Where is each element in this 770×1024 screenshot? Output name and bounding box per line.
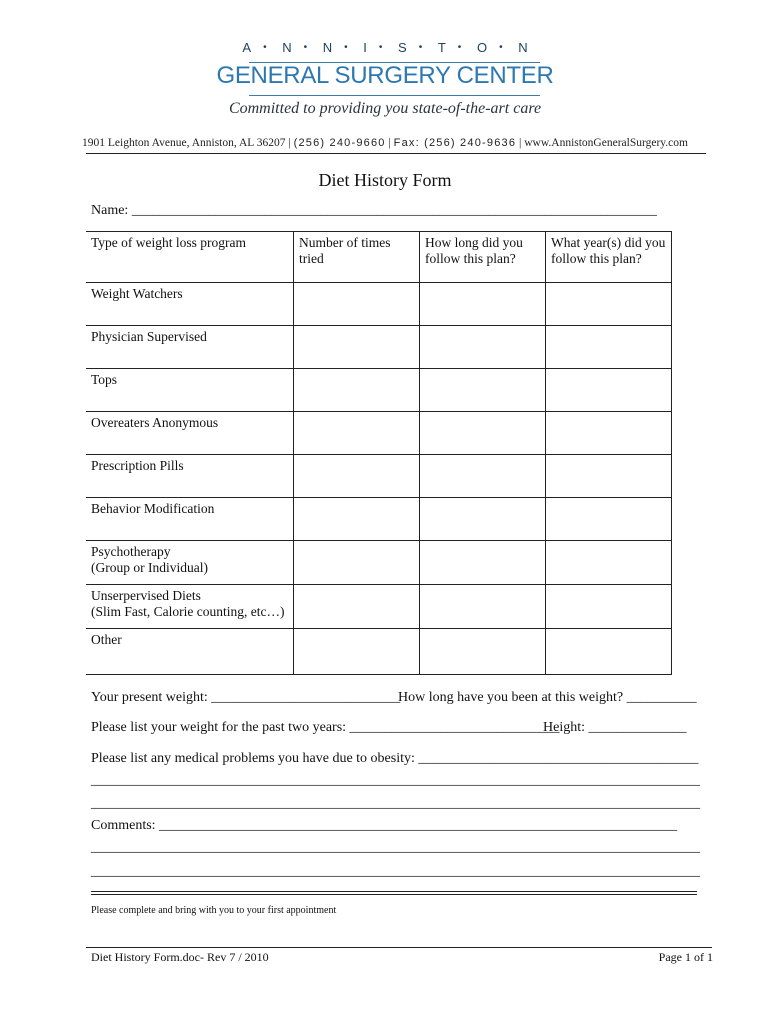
table-row [86,283,672,326]
brand-letter: N [282,40,292,55]
times-tried-cell[interactable] [294,629,420,675]
times-tried-cell[interactable] [294,585,420,629]
program-label-line: Unserpervised Diets [91,588,201,603]
years-cell[interactable] [546,369,672,412]
brand-letter: A [242,40,252,55]
years-cell[interactable] [546,412,672,455]
header-what-years: What year(s) did you follow this plan? [546,232,672,283]
brand-name: GENERAL SURGERY CENTER [216,62,554,89]
brand-letter: N [322,40,333,55]
table-header-row [86,232,672,283]
table-row [86,412,672,455]
phone: (256) 240-9660 [293,137,386,149]
years-cell[interactable] [546,498,672,541]
years-cell[interactable] [546,541,672,585]
table-row [86,498,672,541]
tagline: Committed to providing you state-of-the-art care [228,100,542,117]
document-name: Diet History Form.doc- Rev 7 / 2010 [91,950,269,964]
table-row [86,585,672,629]
times-tried-cell[interactable] [294,283,420,326]
times-tried-cell[interactable] [294,541,420,585]
years-cell[interactable] [546,455,672,498]
comments-line[interactable]: _______________________________________________________________________________________ [91,840,700,855]
times-tried-cell[interactable] [294,412,420,455]
table-row [86,369,672,412]
page-number: Page 1 of 1 [658,950,713,964]
name-field[interactable]: Name: ___________________________________________________________________________ [91,203,657,218]
divider [91,894,697,895]
how-long-cell[interactable] [420,629,546,675]
medical-problems-field[interactable]: Please list any medical problems you have due to obesity: ________________________________________ [91,751,699,766]
years-cell[interactable] [546,585,672,629]
website-link[interactable]: www.AnnistonGeneralSurgery.com [524,137,688,149]
page-title: Diet History Form [318,170,452,190]
times-tried-cell[interactable] [294,498,420,541]
program-label: Behavior Modification [86,498,294,541]
height-field[interactable]: Height: ______________ [543,720,687,735]
times-tried-cell[interactable] [294,455,420,498]
brand-bottom-rule [249,95,540,96]
contact-rule [86,153,706,154]
fax: Fax: (256) 240-9636 [393,137,517,149]
program-label-line: Psychotherapy [91,544,171,559]
table-row [86,326,672,369]
instructions-note: Please complete and bring with you to your first appointment [91,905,337,916]
years-cell[interactable] [546,629,672,675]
program-label: Tops [86,369,294,412]
program-label [86,585,294,629]
table-row [86,541,672,585]
program-label: Weight Watchers [86,283,294,326]
program-label: Other [86,629,294,675]
weight-duration-field[interactable]: How long have you been at this weight? __________ [398,690,697,705]
footer-rule [86,947,712,948]
times-tried-cell[interactable] [294,369,420,412]
medical-problems-line[interactable]: _______________________________________________________________________________________ [91,773,700,788]
medical-problems-line[interactable]: _______________________________________________________________________________________ [91,796,700,811]
how-long-cell[interactable] [420,369,546,412]
how-long-cell[interactable] [420,412,546,455]
program-label [86,541,294,585]
header-program-type: Type of weight loss program [86,232,294,283]
brand-letter: T [437,40,446,55]
brand-letter: I [363,40,367,55]
table-row [86,629,672,675]
brand-location-letters: A • N • N • I • S • T • O • N [242,40,528,55]
how-long-cell[interactable] [420,585,546,629]
address: 1901 Leighton Avenue, Anniston, AL 36207 [82,137,286,149]
table-row [86,455,672,498]
present-weight-field[interactable]: Your present weight: ___________________________ [91,690,401,705]
program-label: Physician Supervised [86,326,294,369]
program-label-line: (Group or Individual) [91,560,208,575]
how-long-cell[interactable] [420,283,546,326]
header-times-tried: Number of times tried [294,232,420,283]
brand-letter: N [518,40,528,55]
comments-line[interactable]: _______________________________________________________________________________________ [91,864,700,879]
how-long-cell[interactable] [420,326,546,369]
weight-loss-program-table [86,231,672,675]
how-long-cell[interactable] [420,498,546,541]
divider [91,891,697,892]
program-label-line: (Slim Fast, Calorie counting, etc…) [91,604,285,619]
contact-line: 1901 Leighton Avenue, Anniston, AL 36207 | (256) 240-9660 | Fax: (256) 240-9636 | www.AnnistonGeneralSurgery.com [82,137,688,149]
brand-letter: O [476,40,488,55]
program-label: Overeaters Anonymous [86,412,294,455]
comments-field[interactable]: Comments: __________________________________________________________________________ [91,818,678,833]
how-long-cell[interactable] [420,455,546,498]
brand-letter: S [398,40,407,55]
weight-history-field[interactable]: Please list your weight for the past two years: ______________________________ [91,720,560,735]
times-tried-cell[interactable] [294,326,420,369]
how-long-cell[interactable] [420,541,546,585]
years-cell[interactable] [546,283,672,326]
header-how-long: How long did you follow this plan? [420,232,546,283]
years-cell[interactable] [546,326,672,369]
program-label: Prescription Pills [86,455,294,498]
